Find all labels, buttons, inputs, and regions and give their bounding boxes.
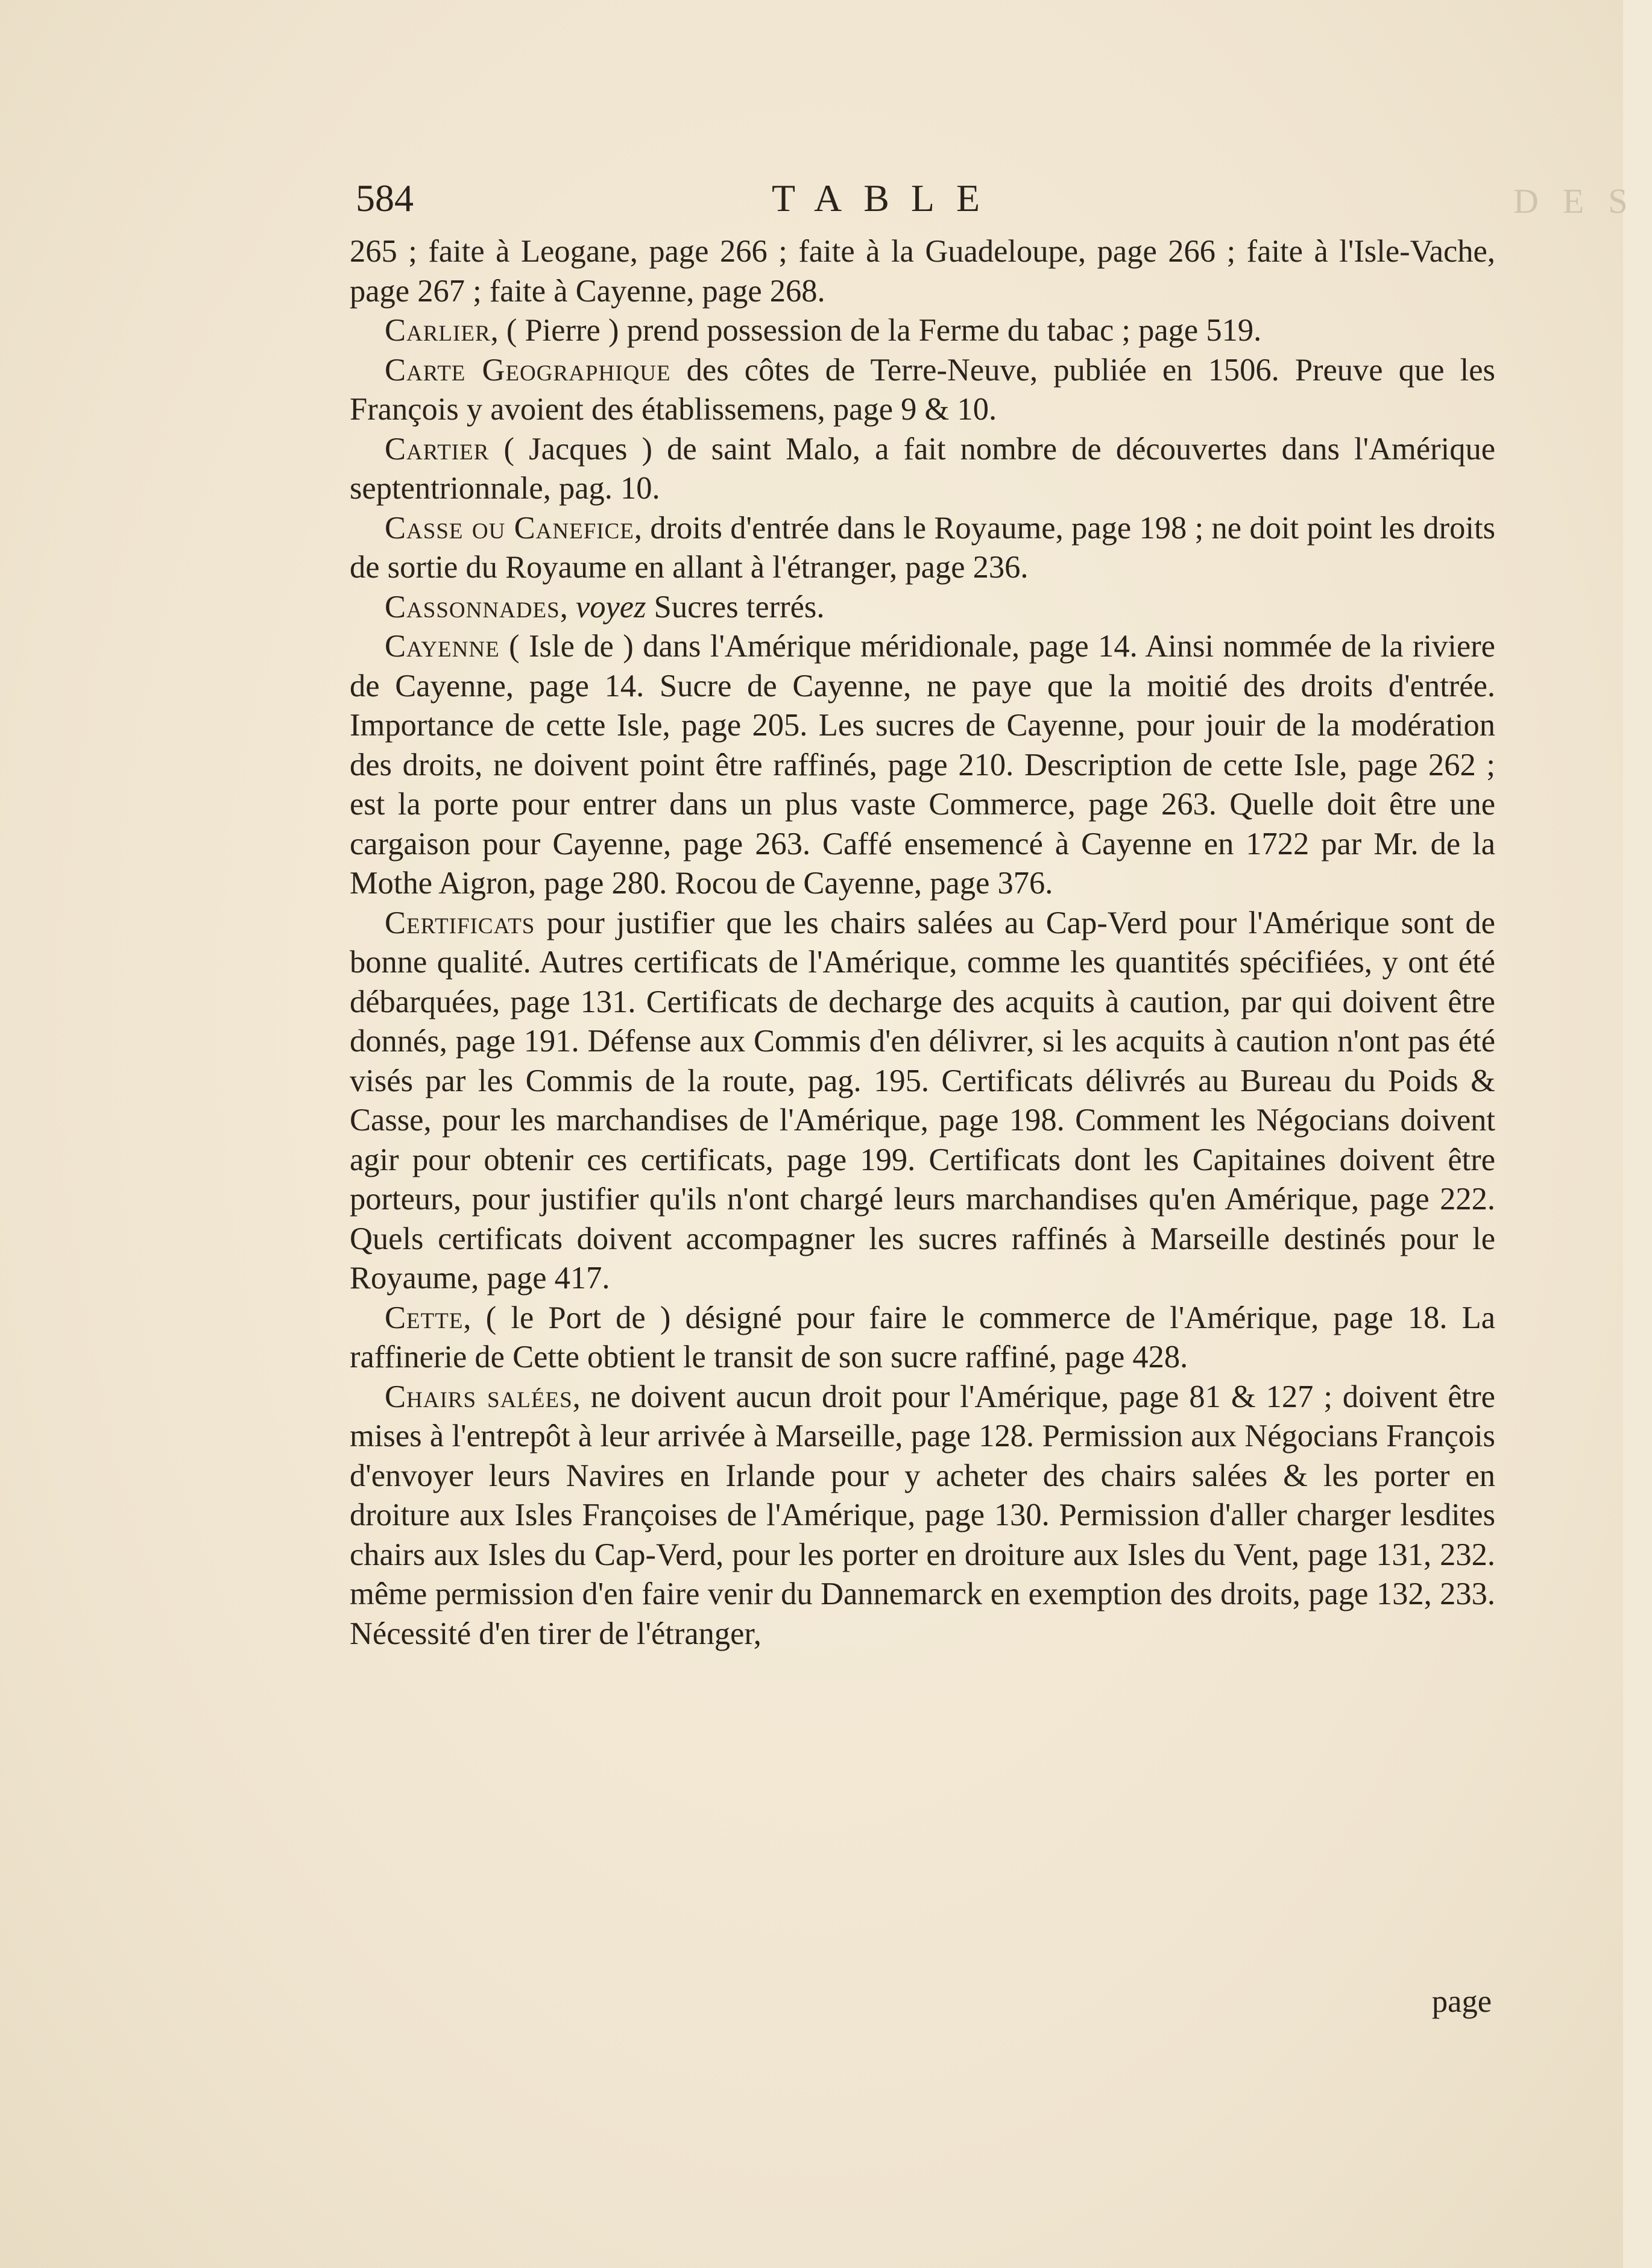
- entry-headword: Cassonnades: [385, 589, 560, 625]
- entry-headword: Cette: [385, 1300, 464, 1335]
- index-entry: Casse ou Canefice, droits d'entrée dans le Royaume, page 198 ; ne doit point les droits de sortie du Royaume en allant à l'étranger, page 236.: [350, 510, 1496, 585]
- entry-headword: Chairs salées: [385, 1379, 573, 1414]
- index-entry: Chairs salées, ne doivent aucun droit pour l'Amérique, page 81 & 127 ; doivent être mises à l'entrepôt à leur arrivée à Marseille, page 128. Permission aux Négocians François d'envoyer leurs Navires en Irlande pour y acheter des chairs salées & les porter en droiture aux Isles Françoises de l'Amérique, page 130. Permission d'aller charger lesdites chairs aux Isles du Cap-Verd, pour les porter en droiture aux Isles du Vent, page 131, 232. même permission d'en faire venir du Dannemarck en exemption des droits, page 132, 233. Nécessité d'en tirer de l'étranger,: [350, 1379, 1495, 1651]
- show-through-text: DES: [1513, 181, 1652, 221]
- index-entry: Cayenne ( Isle de ) dans l'Amérique méridionale, page 14. Ainsi nommée de la riviere de Cayenne, page 14. Sucre de Cayenne, ne paye que la moitié des droits d'entrée. Importance de cette Isle, page 205. Les sucres de Cayenne, pour jouir de la modération des droits, ne doivent point être raffinés, page 210. Description de cette Isle, page 262 ; est la porte pour entrer dans un plus vaste Commerce, page 263. Quelle doit être une cargaison pour Cayenne, page 263. Caffé ensemencé à Cayenne en 1722 par Mr. de la Mothe Aigron, page 280. Rocou de Cayenne, page 376.: [350, 629, 1495, 901]
- page-number: 584: [356, 177, 414, 219]
- entry-headword: Cartier: [385, 431, 490, 467]
- running-title: TABLE: [772, 177, 1002, 219]
- catchword: page: [1431, 1984, 1492, 2019]
- index-entry: Certificats pour justifier que les chairs salées au Cap-Verd pour l'Amérique sont de bonne qualité. Autres certificats de l'Amérique, comme les quantités spécifiées, y ont été débarquées, page 131. Certificats de decharge des acquits à caution, par qui doivent être donnés, page 191. Défense aux Commis d'en délivrer, si les acquits à caution n'ont pas été visés par les Commis de la route, pag. 195. Certificats délivrés au Bureau du Poids & Casse, pour les marchandises de l'Amérique, page 198. Comment les Négocians doivent agir pour obtenir ces certificats, page 199. Certificats dont les Capitaines doivent être porteurs, pour justifier qu'ils n'ont chargé leurs marchandises qu'en Amérique, page 222. Quels certificats doivent accompagner les sucres raffinés à Marseille destinés pour le Royaume, page 417.: [350, 905, 1495, 1296]
- index-entry: Carte Geographique des côtes de Terre-Neuve, publiée en 1506. Preuve que les François y avoient des établissemens, page 9 & 10.: [350, 352, 1495, 427]
- index-entry: 265 ; faite à Leogane, page 266 ; faite à la Guadeloupe, page 266 ; faite à l'Isle-Vache, page 267 ; faite à Cayenne, page 268.: [350, 234, 1495, 309]
- index-entry: Cette, ( le Port de ) désigné pour faire le commerce de l'Amérique, page 18. La raffinerie de Cette obtient le transit de son sucre raffiné, page 428.: [350, 1300, 1495, 1375]
- entry-headword: Cayenne: [385, 629, 500, 664]
- page-header: [356, 176, 1652, 230]
- entry-headword: Carte Geographique: [385, 352, 671, 388]
- entry-headword: Certificats: [385, 905, 535, 940]
- index-entry: Cartier ( Jacques ) de saint Malo, a fait nombre de découvertes dans l'Amérique septentrionnale, pag. 10.: [350, 431, 1495, 506]
- index-entry: Carlier, ( Pierre ) prend possession de la Ferme du tabac ; page 519.: [385, 313, 1262, 348]
- index-body: [350, 232, 1495, 1654]
- entry-headword: Casse ou Canefice: [385, 510, 634, 546]
- entry-headword: Carlier: [385, 313, 491, 348]
- index-entry: Cassonnades, voyez Sucres terrés.: [385, 589, 825, 625]
- cross-reference: voyez: [575, 589, 646, 625]
